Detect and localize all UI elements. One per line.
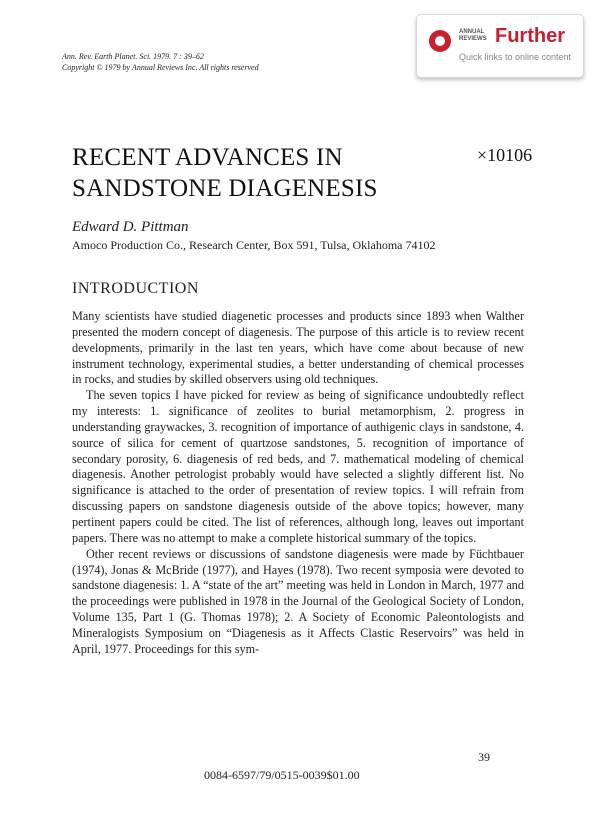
annual-reviews-logo-icon	[429, 30, 451, 52]
journal-line-1: Ann. Rev. Earth Planet. Sci. 1979. 7 : 39–62	[62, 52, 204, 61]
badge-further: Further	[495, 25, 565, 47]
page-number: 39	[478, 750, 490, 764]
journal-line-2: Copyright © 1979 by Annual Reviews Inc. All rights reserved	[62, 63, 259, 72]
footer-code: 0084-6597/79/0515-0039$01.00	[204, 768, 360, 782]
paragraph-2: The seven topics I have picked for review as being of significance undoubtedly reflect my interests: 1. significance of zeolites to burial metamorphism, 2. progress in understanding graywackes, 3. recognition of importance of authigenic clays in sandstone, 4. source of silica for cement of quartzose sandstones, 5. recognition of importance of secondary porosity, 6. diagenesis of red beds, and 7. mathematical modeling of chemical diagenesis. Another petrologist probably would have selected a slightly different list. No significance is attached to the order of presentation of review topics. I will refrain from discussing papers on sandstone diagenesis outside of the above topics; however, many pertinent papers could be cited. The list of references, although long, leaves out important papers. There was no attempt to make a complete historical summary of the topics.	[72, 388, 524, 545]
paragraph-3: Other recent reviews or discussions of sandstone diagenesis were made by Füchtbauer (1974), Jonas & McBride (1977), and Hayes (1978). Two recent symposia were devoted to sandstone diagenesis: 1. A “state of the art” meeting was held in London in March, 1977 and the proceedings were published in 1978 in the Journal of the Geological Society of London, Volume 135, Part 1 (G. Thomas 1978); 2. A Society of Economic Paleontologists and Mineralogists Symposium on “Diagenesis as it Affects Clastic Reservoirs” was held in April, 1977. Proceedings for this sym-	[72, 546, 524, 656]
badge-brand: ANNUAL REVIEWS	[459, 29, 487, 42]
article-code: ×10106	[477, 145, 533, 165]
article-title	[72, 142, 378, 204]
further-badge[interactable]	[416, 14, 584, 78]
journal-citation	[62, 51, 259, 73]
author-name: Edward D. Pittman	[72, 219, 189, 235]
title-line-1: RECENT ADVANCES IN	[72, 144, 343, 171]
article-body	[72, 309, 524, 658]
section-heading: INTRODUCTION	[72, 280, 199, 297]
author-affiliation: Amoco Production Co., Research Center, Box 591, Tulsa, Oklahoma 74102	[72, 238, 436, 252]
title-line-2: SANDSTONE DIAGENESIS	[72, 175, 378, 202]
paragraph-1: Many scientists have studied diagenetic processes and products since 1893 when Walther presented the modern concept of diagenesis. The purpose of this article is to review recent developments, primarily in the last ten years, which have come about because of new instrument technology, experimental studies, a better understanding of chemical processes in rocks, and studies by skilled observers using old techniques.	[72, 309, 524, 387]
badge-tagline: Quick links to online content	[459, 52, 572, 62]
